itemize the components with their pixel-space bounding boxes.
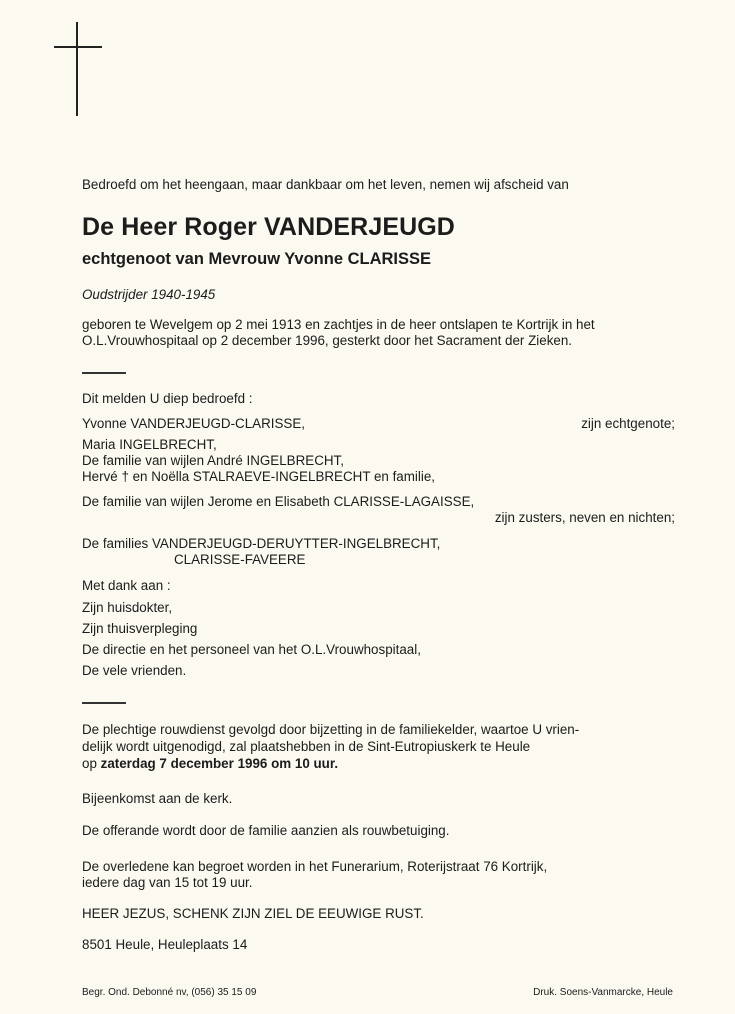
thanks-item: De vele vrienden. [82, 663, 187, 678]
family-line: Hervé † en Noëlla STALRAEVE-INGELBRECHT en familie, [82, 469, 436, 484]
footer-funeral-director: Begr. Ond. Debonné nv, (056) 35 15 09 [82, 987, 257, 998]
family-line: Maria INGELBRECHT, [82, 437, 217, 452]
cross-icon [76, 22, 78, 116]
prayer-text: HEER JEZUS, SCHENK ZIJN ZIEL DE EEUWIGE RUST. [82, 906, 424, 921]
gathering-text: Bijeenkomst aan de kerk. [82, 791, 233, 806]
thanks-item: Zijn thuisverpleging [82, 621, 198, 636]
spouse-line: echtgenoot van Mevrouw Yvonne CLARISSE [82, 250, 432, 268]
service-date: zaterdag 7 december 1996 om 10 uur. [100, 756, 339, 771]
spouse-role: zijn echtgenote; [581, 416, 675, 431]
footer-printer: Druk. Soens-Vanmarcke, Heule [533, 987, 673, 998]
families-line-1: De families VANDERJEUGD-DERUYTTER-INGELBRECHT, [82, 536, 441, 551]
viewing-line-1: De overledene kan begroet worden in het Funerarium, Roterijstraat 76 Kortrijk, [82, 859, 548, 874]
service-date-line [82, 755, 338, 773]
thanks-intro: Met dank aan : [82, 578, 171, 593]
service-date-prefix: op [82, 756, 101, 771]
separator [82, 372, 126, 374]
families-line-2: CLARISSE-FAVEERE [174, 552, 306, 567]
siblings-role: zijn zusters, neven en nichten; [494, 510, 675, 525]
spouse-name: Yvonne VANDERJEUGD-CLARISSE, [82, 416, 306, 431]
service-line-1: De plechtige rouwdienst gevolgd door bijzetting in de familiekelder, waartoe U vrien- [82, 722, 580, 737]
cross-icon-bar [54, 46, 102, 48]
thanks-item: De directie en het personeel van het O.L.Vrouwhospitaal, [82, 642, 421, 657]
address-text: 8501 Heule, Heuleplaats 14 [82, 937, 248, 952]
announcement-intro: Dit melden U diep bedroefd : [82, 391, 253, 406]
family-line: De familie van wijlen André INGELBRECHT, [82, 453, 344, 468]
birth-death-line-2: O.L.Vrouwhospitaal op 2 december 1996, gesterkt door het Sacrament der Zieken. [82, 333, 573, 348]
service-line-2: delijk wordt uitgenodigd, zal plaatshebben in de Sint-Eutropiuskerk te Heule [82, 739, 531, 754]
separator [82, 702, 126, 704]
veteran-text: Oudstrijder 1940-1945 [82, 287, 216, 302]
offering-text: De offerande wordt door de familie aanzien als rouwbetuiging. [82, 823, 450, 838]
deceased-name: De Heer Roger VANDERJEUGD [82, 213, 455, 241]
thanks-item: Zijn huisdokter, [82, 600, 173, 615]
viewing-line-2: iedere dag van 15 tot 19 uur. [82, 875, 253, 890]
intro-text: Bedroefd om het heengaan, maar dankbaar om het leven, nemen wij afscheid van [82, 177, 569, 192]
clarisse-family-line: De familie van wijlen Jerome en Elisabeth CLARISSE-LAGAISSE, [82, 494, 475, 509]
birth-death-line-1: geboren te Wevelgem op 2 mei 1913 en zachtjes in de heer ontslapen te Kortrijk in het [82, 317, 595, 332]
